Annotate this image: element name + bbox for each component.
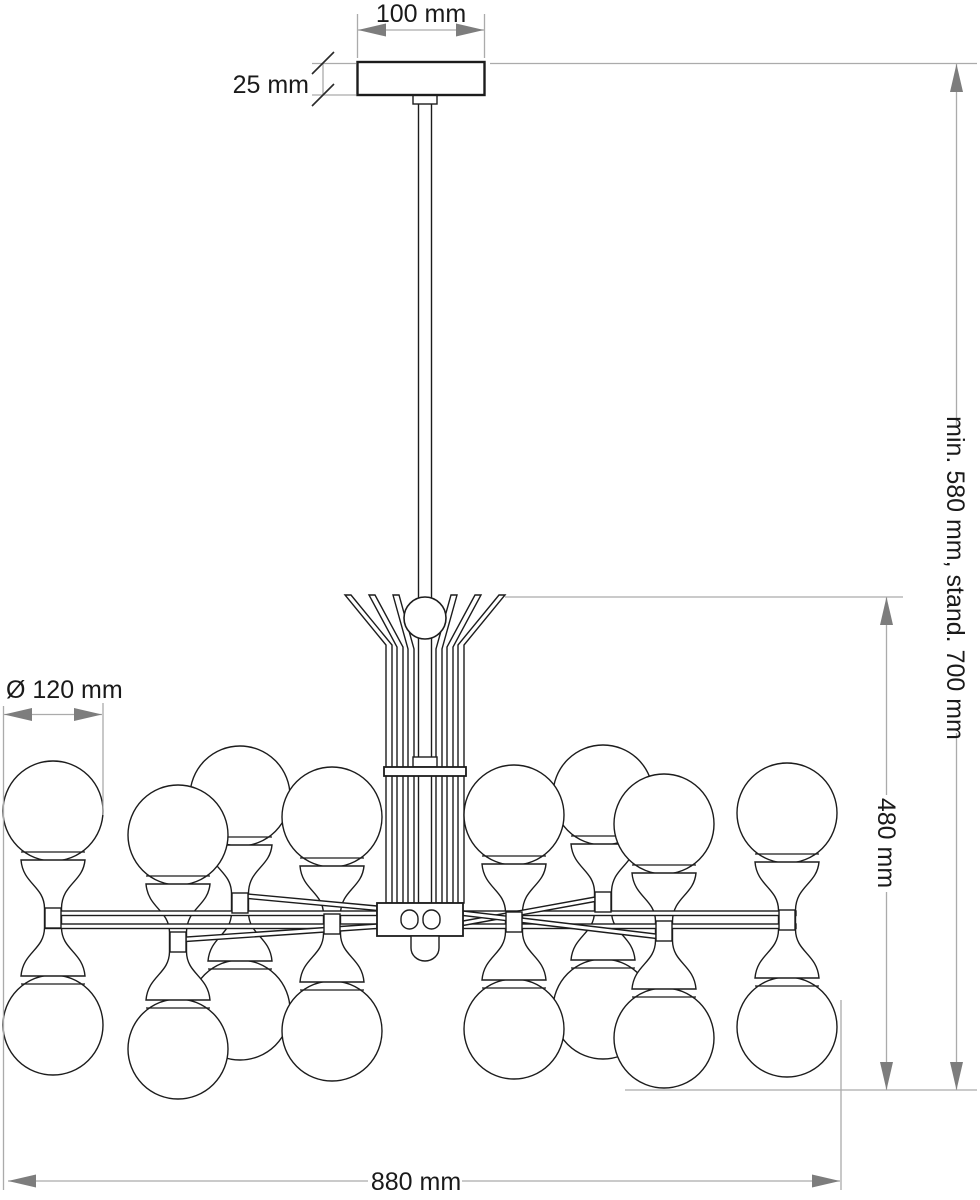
waist-block [45,908,61,928]
hub-eyelet [423,910,440,929]
arrowhead-left [8,1175,36,1188]
dim-label-globe-diameter: Ø 120 mm [6,676,123,704]
arrowhead-down [950,1062,963,1090]
canopy-connector [413,95,437,104]
ceiling-canopy [358,62,485,95]
top-globe [737,763,837,863]
bottom-globe [128,999,228,1099]
collar-ring [384,767,466,776]
waist-block [595,892,611,912]
bottom-globe [3,975,103,1075]
bottom-globe [282,981,382,1081]
top-globe [3,761,103,861]
arrowhead-right [74,708,102,721]
arm-rod-left-up-diagonal [248,894,377,911]
ball-joint [404,597,446,639]
hub-eyelet [401,910,418,929]
bottom-globe [464,979,564,1079]
bottom-globe [614,988,714,1088]
top-globe [464,765,564,865]
arrowhead-up [880,597,893,625]
waist-block [779,910,795,930]
hub-finial [411,936,439,961]
bottom-globe [737,977,837,1077]
waist-block [324,914,340,934]
waist-block [232,893,248,913]
dim-label-hanging-height: min. 580 mm, stand. 700 mm [941,416,969,740]
top-globe [128,785,228,885]
arrowhead-left [4,708,32,721]
dim-label-canopy-height: 25 mm [232,71,309,99]
dim-label-body-height: 480 mm [872,797,900,889]
dimension-line-hanging-height [490,64,977,1091]
waist-block [170,932,186,952]
top-globe [614,774,714,874]
top-globe [282,767,382,867]
dim-label-canopy-width: 100 mm [375,0,467,28]
arrowhead-right [812,1175,840,1188]
arrowhead-up [950,64,963,92]
waist-block [656,921,672,941]
dim-label-total-width: 880 mm [370,1168,462,1196]
collar-cap [413,757,437,767]
arrowhead-down [880,1062,893,1090]
hub-body [377,903,463,936]
stem-rod [419,103,432,903]
waist-block [506,912,522,932]
center-hub [377,903,463,961]
